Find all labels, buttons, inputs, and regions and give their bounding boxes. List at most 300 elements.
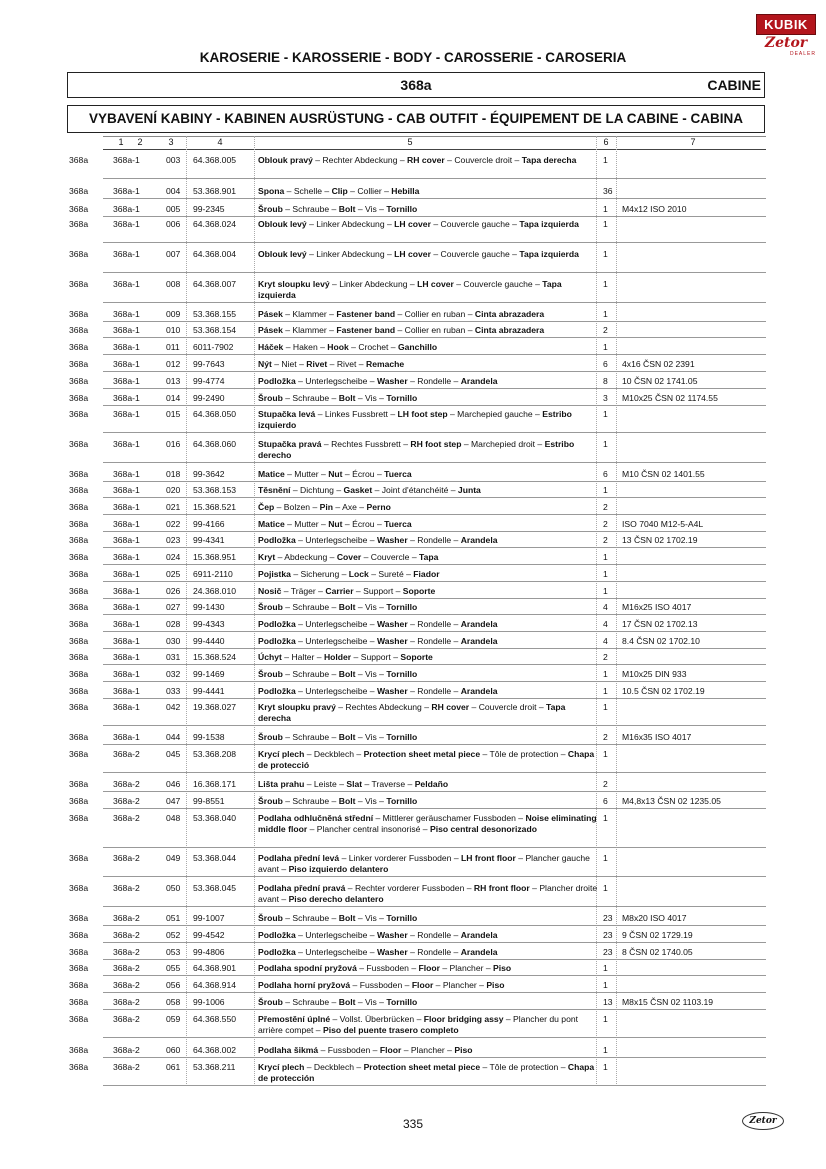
description-term: Piso bbox=[486, 980, 505, 990]
description-term: Protection sheet metal piece bbox=[363, 1062, 481, 1072]
description-term: Washer bbox=[376, 619, 408, 629]
column-4-cell: 99-4341 bbox=[193, 535, 225, 545]
column-3-cell: 008 bbox=[166, 279, 181, 289]
column-3-cell: 014 bbox=[166, 393, 181, 403]
column-4-cell: 64.368.901 bbox=[193, 963, 237, 973]
quantity-cell: 23 bbox=[603, 930, 613, 940]
column-1-cell: 368a bbox=[69, 204, 89, 214]
column-1-cell: 368a bbox=[69, 502, 89, 512]
column-2-cell: 368a-1 bbox=[113, 409, 140, 419]
column-2-cell: 368a-1 bbox=[113, 502, 140, 512]
column-2-cell: 368a-1 bbox=[113, 535, 140, 545]
description-text: – Vis – bbox=[355, 669, 387, 679]
note-cell: M8x15 ČSN 02 1103.19 bbox=[622, 997, 714, 1007]
description-text: – Mutter – bbox=[284, 469, 329, 479]
description-term: Arandela bbox=[460, 376, 498, 386]
description-term: Nut bbox=[328, 469, 343, 479]
description-term: Háček bbox=[258, 342, 284, 352]
description-text: – Linker vorderer Fussboden – bbox=[339, 853, 461, 863]
column-1-cell: 368a bbox=[69, 219, 89, 229]
description-text: – Couvercle gauche – bbox=[430, 249, 520, 259]
kubik-logo-text: KUBIK bbox=[756, 14, 816, 35]
description-text: – Mutter – bbox=[284, 519, 329, 529]
dealer-logo-text: DEALER bbox=[789, 51, 816, 57]
column-3-cell: 052 bbox=[166, 930, 181, 940]
quantity-cell: 1 bbox=[603, 686, 608, 696]
description-term: Arandela bbox=[460, 619, 498, 629]
column-3-cell: 020 bbox=[166, 485, 181, 495]
quantity-cell: 4 bbox=[603, 602, 608, 612]
description-term: Pásek bbox=[258, 309, 283, 319]
description-cell bbox=[258, 686, 598, 697]
description-cell bbox=[258, 186, 598, 197]
description-cell bbox=[258, 409, 598, 431]
column-2-cell: 368a-1 bbox=[113, 325, 140, 335]
quantity-cell: 1 bbox=[603, 749, 608, 759]
description-term: Tornillo bbox=[386, 393, 418, 403]
description-term: Nýt bbox=[258, 359, 272, 369]
column-2-cell: 368a-1 bbox=[113, 519, 140, 529]
column-3-cell: 031 bbox=[166, 652, 181, 662]
description-term: Chapa de protecció bbox=[258, 749, 595, 770]
column-1-cell: 368a bbox=[69, 1045, 89, 1055]
description-term: Podložka bbox=[258, 619, 296, 629]
description-text: – Rondelle – bbox=[407, 930, 461, 940]
column-1-cell: 368a bbox=[69, 636, 89, 646]
column-2-cell: 368a-1 bbox=[113, 652, 140, 662]
column-4-cell: 99-2345 bbox=[193, 204, 225, 214]
description-term: LH cover bbox=[417, 279, 454, 289]
description-text: – Vis – bbox=[355, 602, 387, 612]
description-cell bbox=[258, 376, 598, 387]
description-term: Stupačka levá bbox=[258, 409, 316, 419]
column-1-cell: 368a bbox=[69, 393, 89, 403]
section-header bbox=[67, 72, 765, 98]
column-3-cell: 058 bbox=[166, 997, 181, 1007]
description-term: Přemostění úplné bbox=[258, 1014, 331, 1024]
description-term: Piso izquierdo delantero bbox=[288, 864, 389, 874]
description-term: Cover bbox=[336, 552, 362, 562]
description-term: Podložka bbox=[258, 636, 296, 646]
description-term: RH front floor bbox=[473, 883, 530, 893]
column-3-cell: 025 bbox=[166, 569, 181, 579]
column-1-cell: 368a bbox=[69, 947, 89, 957]
description-cell bbox=[258, 813, 598, 835]
description-term: Hook bbox=[327, 342, 349, 352]
column-1-cell: 368a bbox=[69, 409, 89, 419]
quantity-cell: 1 bbox=[603, 204, 608, 214]
column-1-cell: 368a bbox=[69, 997, 89, 1007]
description-term: Podložka bbox=[258, 930, 296, 940]
description-term: Matice bbox=[258, 469, 285, 479]
column-2-cell: 368a-2 bbox=[113, 913, 140, 923]
description-text: – Support – bbox=[351, 652, 401, 662]
description-text: – Unterlegscheibe – bbox=[295, 636, 377, 646]
description-text: – Tôle de protection – bbox=[480, 749, 568, 759]
description-term: Čep bbox=[258, 502, 275, 512]
column-3-cell: 050 bbox=[166, 883, 181, 893]
column-1-cell: 368a bbox=[69, 853, 89, 863]
column-2-cell: 368a-1 bbox=[113, 602, 140, 612]
column-4-cell: 99-4806 bbox=[193, 947, 225, 957]
column-3-cell: 051 bbox=[166, 913, 181, 923]
description-text: – Plancher – bbox=[433, 980, 487, 990]
description-term: Piso bbox=[493, 963, 512, 973]
description-text: – Traverse – bbox=[362, 779, 415, 789]
column-2-cell: 368a-2 bbox=[113, 1014, 140, 1024]
description-term: Tapa bbox=[419, 552, 439, 562]
description-term: Cinta abrazadera bbox=[474, 325, 545, 335]
quantity-cell: 6 bbox=[603, 359, 608, 369]
description-text: – Halter – bbox=[281, 652, 324, 662]
column-4-cell: 99-2490 bbox=[193, 393, 225, 403]
description-term: Bolt bbox=[338, 997, 356, 1007]
quantity-cell: 1 bbox=[603, 485, 608, 495]
note-cell: M4x12 ISO 2010 bbox=[622, 204, 687, 214]
column-1-cell: 368a bbox=[69, 732, 89, 742]
column-3-cell: 046 bbox=[166, 779, 181, 789]
column-2-cell: 368a-1 bbox=[113, 219, 140, 229]
column-2-cell: 368a-1 bbox=[113, 686, 140, 696]
description-text: – Schraube – bbox=[282, 204, 339, 214]
description-text: – Vis – bbox=[355, 204, 387, 214]
column-4-cell: 64.368.024 bbox=[193, 219, 237, 229]
description-term: Junta bbox=[457, 485, 481, 495]
column-2-cell: 368a-2 bbox=[113, 853, 140, 863]
column-2-cell: 368a-1 bbox=[113, 439, 140, 449]
description-term: Podložka bbox=[258, 686, 296, 696]
description-text: – Plancher droite avant – bbox=[258, 883, 598, 904]
description-text: – Rondelle – bbox=[407, 619, 461, 629]
description-term: Tornillo bbox=[386, 913, 418, 923]
description-text: – Couvercle gauche – bbox=[453, 279, 543, 289]
quantity-cell: 4 bbox=[603, 619, 608, 629]
description-cell bbox=[258, 325, 598, 336]
column-2-cell: 368a-2 bbox=[113, 796, 140, 806]
column-4-cell: 64.368.060 bbox=[193, 439, 237, 449]
column-2-cell: 368a-2 bbox=[113, 947, 140, 957]
description-term: LH foot step bbox=[397, 409, 448, 419]
description-text: – Vis – bbox=[355, 913, 387, 923]
column-4-cell: 53.368.044 bbox=[193, 853, 237, 863]
column-3-cell: 026 bbox=[166, 586, 181, 596]
column-1-cell: 368a bbox=[69, 485, 89, 495]
description-term: Oblouk pravý bbox=[258, 155, 313, 165]
description-cell bbox=[258, 602, 598, 613]
description-text: – Plancher – bbox=[401, 1045, 455, 1055]
column-1-cell: 368a bbox=[69, 186, 89, 196]
column-3-cell: 023 bbox=[166, 535, 181, 545]
column-3-cell: 042 bbox=[166, 702, 181, 712]
description-term: Podlaha šikmá bbox=[258, 1045, 319, 1055]
description-cell bbox=[258, 485, 598, 496]
description-term: Chapa de protección bbox=[258, 1062, 595, 1083]
description-cell bbox=[258, 502, 598, 513]
description-term: Matice bbox=[258, 519, 285, 529]
description-text: – Träger – bbox=[281, 586, 326, 596]
quantity-cell: 1 bbox=[603, 883, 608, 893]
note-cell: M10x25 DIN 933 bbox=[622, 669, 687, 679]
quantity-cell: 1 bbox=[603, 586, 608, 596]
description-term: Piso central desonorizado bbox=[429, 824, 537, 834]
description-text: – Vis – bbox=[355, 732, 387, 742]
description-term: Pásek bbox=[258, 325, 283, 335]
column-4-cell: 99-8551 bbox=[193, 796, 225, 806]
description-text: – Abdeckung – bbox=[275, 552, 337, 562]
column-header: 6 bbox=[603, 137, 609, 147]
column-3-cell: 047 bbox=[166, 796, 181, 806]
column-1-cell: 368a bbox=[69, 279, 89, 289]
description-term: Protection sheet metal piece bbox=[363, 749, 481, 759]
description-text: – Plancher du pont arrière compet – bbox=[258, 1014, 579, 1035]
column-2-cell: 368a-1 bbox=[113, 279, 140, 289]
column-3-cell: 009 bbox=[166, 309, 181, 319]
column-4-cell: 64.368.914 bbox=[193, 980, 237, 990]
note-cell: 4x16 ČSN 02 2391 bbox=[622, 359, 695, 369]
description-term: Podložka bbox=[258, 947, 296, 957]
column-header: 1 bbox=[118, 137, 124, 147]
column-3-cell: 053 bbox=[166, 947, 181, 957]
description-text: – Unterlegscheibe – bbox=[295, 535, 377, 545]
column-1-cell: 368a bbox=[69, 586, 89, 596]
column-2-cell: 368a-1 bbox=[113, 186, 140, 196]
description-term: Washer bbox=[376, 636, 408, 646]
description-term: Lock bbox=[348, 569, 369, 579]
column-4-cell: 99-4166 bbox=[193, 519, 225, 529]
column-1-cell: 368a bbox=[69, 749, 89, 759]
description-cell bbox=[258, 569, 598, 580]
description-term: Piso bbox=[454, 1045, 473, 1055]
quantity-cell: 1 bbox=[603, 279, 608, 289]
description-term: Spona bbox=[258, 186, 285, 196]
description-term: Estribo izquierdo bbox=[258, 409, 572, 430]
quantity-cell: 1 bbox=[603, 409, 608, 419]
column-1-cell: 368a bbox=[69, 469, 89, 479]
note-cell: M16x25 ISO 4017 bbox=[622, 602, 692, 612]
description-text: – Plancher central insonorisé – bbox=[307, 824, 430, 834]
quantity-cell: 1 bbox=[603, 219, 608, 229]
footer-zetor-logo: Zetor bbox=[742, 1112, 784, 1130]
column-3-cell: 012 bbox=[166, 359, 181, 369]
column-4-cell: 99-1430 bbox=[193, 602, 225, 612]
column-2-cell: 368a-1 bbox=[113, 376, 140, 386]
column-4-cell: 99-7643 bbox=[193, 359, 225, 369]
column-header: 4 bbox=[217, 137, 223, 147]
description-text: – Klammer – bbox=[282, 325, 337, 335]
quantity-cell: 1 bbox=[603, 342, 608, 352]
description-term: Nosič bbox=[258, 586, 282, 596]
quantity-cell: 1 bbox=[603, 853, 608, 863]
description-cell bbox=[258, 853, 598, 875]
description-cell bbox=[258, 249, 598, 260]
column-header: 7 bbox=[690, 137, 696, 147]
description-term: Tapa derecha bbox=[521, 155, 577, 165]
description-term: Kryt sloupku levý bbox=[258, 279, 330, 289]
description-text: – Schraube – bbox=[282, 669, 339, 679]
description-term: Nut bbox=[328, 519, 343, 529]
quantity-cell: 2 bbox=[603, 502, 608, 512]
description-term: Arandela bbox=[460, 930, 498, 940]
description-term: Oblouk levý bbox=[258, 249, 307, 259]
column-2-cell: 368a-1 bbox=[113, 552, 140, 562]
note-cell: M10 ČSN 02 1401.55 bbox=[622, 469, 705, 479]
description-text: – Plancher gauche avant – bbox=[258, 853, 590, 874]
column-2-cell: 368a-1 bbox=[113, 249, 140, 259]
description-term: Washer bbox=[376, 376, 408, 386]
description-text: – Unterlegscheibe – bbox=[295, 930, 377, 940]
column-4-cell: 53.368.153 bbox=[193, 485, 237, 495]
page-number: 335 bbox=[402, 1117, 424, 1131]
description-term: Krycí plech bbox=[258, 749, 305, 759]
description-text: – Rechter vorderer Fussboden – bbox=[345, 883, 474, 893]
description-term: Peldaño bbox=[414, 779, 449, 789]
description-term: Lišta prahu bbox=[258, 779, 305, 789]
column-1-cell: 368a bbox=[69, 309, 89, 319]
column-1-cell: 368a bbox=[69, 1062, 89, 1072]
description-cell bbox=[258, 552, 598, 563]
column-4-cell: 6011-7902 bbox=[193, 342, 234, 352]
column-3-cell: 010 bbox=[166, 325, 181, 335]
column-2-cell: 368a-2 bbox=[113, 883, 140, 893]
description-text: – Crochet – bbox=[348, 342, 398, 352]
column-3-cell: 027 bbox=[166, 602, 181, 612]
description-term: Tapa derecha bbox=[258, 702, 566, 723]
description-term: Washer bbox=[376, 535, 408, 545]
description-cell bbox=[258, 963, 598, 974]
quantity-cell: 1 bbox=[603, 1062, 608, 1072]
column-4-cell: 64.368.007 bbox=[193, 279, 237, 289]
description-term: Podlaha spodní pryžová bbox=[258, 963, 357, 973]
column-2-cell: 368a-1 bbox=[113, 619, 140, 629]
column-4-cell: 64.368.005 bbox=[193, 155, 237, 165]
description-text: – Écrou – bbox=[342, 519, 385, 529]
description-cell bbox=[258, 997, 598, 1008]
description-text: – Unterlegscheibe – bbox=[295, 686, 377, 696]
description-text: – Vis – bbox=[355, 796, 387, 806]
description-cell bbox=[258, 749, 598, 771]
quantity-cell: 2 bbox=[603, 535, 608, 545]
column-3-cell: 049 bbox=[166, 853, 181, 863]
column-2-cell: 368a-2 bbox=[113, 963, 140, 973]
description-term: Bolt bbox=[338, 732, 356, 742]
quantity-cell: 36 bbox=[603, 186, 613, 196]
column-4-cell: 15.368.521 bbox=[193, 502, 237, 512]
quantity-cell: 1 bbox=[603, 439, 608, 449]
description-term: Oblouk levý bbox=[258, 219, 307, 229]
note-cell: 10.5 ČSN 02 1702.19 bbox=[622, 686, 705, 696]
description-cell bbox=[258, 279, 598, 301]
description-cell bbox=[258, 155, 598, 166]
description-term: Podložka bbox=[258, 535, 296, 545]
column-4-cell: 53.368.901 bbox=[193, 186, 237, 196]
description-text: – Fussboden – bbox=[356, 963, 419, 973]
description-cell bbox=[258, 1014, 598, 1036]
description-text: – Bolzen – bbox=[274, 502, 320, 512]
description-cell bbox=[258, 913, 598, 924]
description-term: Tornillo bbox=[386, 204, 418, 214]
description-term: Soporte bbox=[402, 586, 436, 596]
quantity-cell: 3 bbox=[603, 393, 608, 403]
description-cell bbox=[258, 779, 598, 790]
description-term: Washer bbox=[376, 947, 408, 957]
column-1-cell: 368a bbox=[69, 702, 89, 712]
column-3-cell: 016 bbox=[166, 439, 181, 449]
description-term: Tornillo bbox=[386, 997, 418, 1007]
description-text: – Dichtung – bbox=[290, 485, 344, 495]
description-text: – Couvercle droit – bbox=[444, 155, 522, 165]
section-name: CABINE bbox=[707, 77, 761, 93]
description-cell bbox=[258, 439, 598, 461]
description-text: – Unterlegscheibe – bbox=[295, 947, 377, 957]
column-4-cell: 64.368.050 bbox=[193, 409, 237, 419]
quantity-cell: 13 bbox=[603, 997, 613, 1007]
description-term: Šroub bbox=[258, 732, 283, 742]
column-1-cell: 368a bbox=[69, 602, 89, 612]
description-term: Tuerca bbox=[384, 469, 412, 479]
description-cell bbox=[258, 669, 598, 680]
column-4-cell: 16.368.171 bbox=[193, 779, 237, 789]
description-text: – Rondelle – bbox=[407, 376, 461, 386]
column-2-cell: 368a-1 bbox=[113, 636, 140, 646]
description-text: – Vis – bbox=[355, 997, 387, 1007]
column-3-cell: 007 bbox=[166, 249, 181, 259]
description-term: Fastener band bbox=[336, 325, 396, 335]
column-4-cell: 15.368.524 bbox=[193, 652, 237, 662]
description-text: – Linker Abdeckung – bbox=[329, 279, 418, 289]
quantity-cell: 1 bbox=[603, 669, 608, 679]
description-term: Floor bbox=[379, 1045, 402, 1055]
description-cell bbox=[258, 732, 598, 743]
description-text: – Couvercle gauche – bbox=[430, 219, 520, 229]
quantity-cell: 2 bbox=[603, 519, 608, 529]
description-term: Podlaha horní pryžová bbox=[258, 980, 351, 990]
description-text: – Rivet – bbox=[327, 359, 366, 369]
quantity-cell: 1 bbox=[603, 569, 608, 579]
column-3-cell: 033 bbox=[166, 686, 181, 696]
description-term: Arandela bbox=[460, 535, 498, 545]
column-1-cell: 368a bbox=[69, 569, 89, 579]
column-2-cell: 368a-2 bbox=[113, 813, 140, 823]
column-1-cell: 368a bbox=[69, 439, 89, 449]
column-2-cell: 368a-2 bbox=[113, 930, 140, 940]
column-1-cell: 368a bbox=[69, 519, 89, 529]
description-term: Floor bbox=[411, 980, 434, 990]
column-3-cell: 018 bbox=[166, 469, 181, 479]
description-text: – Rechter Abdeckung – bbox=[312, 155, 408, 165]
column-header: 2 bbox=[137, 137, 143, 147]
quantity-cell: 23 bbox=[603, 913, 613, 923]
description-text: – Haken – bbox=[283, 342, 328, 352]
description-term: Hebilla bbox=[391, 186, 420, 196]
description-text: – Rondelle – bbox=[407, 535, 461, 545]
description-text: – Rechtes Abdeckung – bbox=[335, 702, 432, 712]
column-2-cell: 368a-1 bbox=[113, 155, 140, 165]
description-text: – Joint d'étanchéité – bbox=[372, 485, 458, 495]
description-term: LH cover bbox=[394, 249, 431, 259]
column-header-row bbox=[103, 136, 766, 150]
quantity-cell: 1 bbox=[603, 155, 608, 165]
zetor-logo-text: Zetor bbox=[764, 35, 808, 51]
column-4-cell: 99-1538 bbox=[193, 732, 225, 742]
description-text: – Couvercle – bbox=[361, 552, 420, 562]
column-2-cell: 368a-2 bbox=[113, 779, 140, 789]
column-2-cell: 368a-2 bbox=[113, 1045, 140, 1055]
description-term: Šroub bbox=[258, 204, 283, 214]
column-header: 3 bbox=[168, 137, 174, 147]
column-4-cell: 99-3642 bbox=[193, 469, 225, 479]
note-cell: M16x35 ISO 4017 bbox=[622, 732, 692, 742]
description-term: Šroub bbox=[258, 393, 283, 403]
